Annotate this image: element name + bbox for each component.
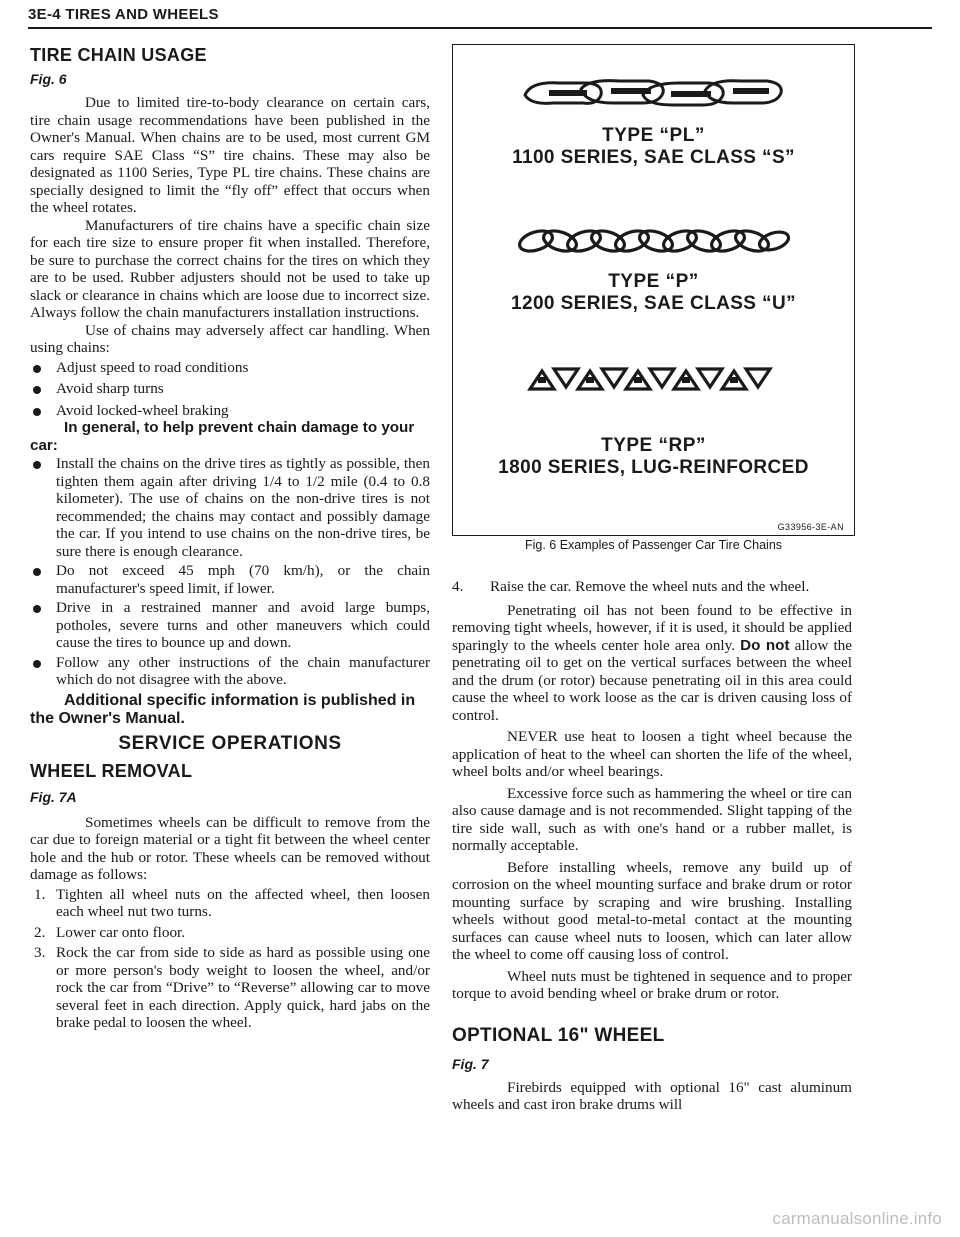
left-column: [30, 44, 430, 1032]
chain-pl-icon: [519, 73, 789, 113]
list-item: Avoid sharp turns: [30, 380, 430, 398]
paragraph: Due to limited tire-to-body clearance on certain cars, tire chain usage recommendations have been published in the Owner's Manual. When chains are to be used, most current GM cars require SAE Class “S” tire chains. These may also be designated as 1100 Series, Type PL tire chains. These chains are specially designed to limit the “fly off” effect that occurs when the wheel rotates.: [30, 94, 430, 216]
page-header: [28, 6, 932, 28]
header-rule: [28, 27, 932, 29]
list-item: 2. Lower car onto floor.: [34, 923, 186, 941]
paragraph: Wheel nuts must be tightened in sequence and to proper torque to avoid bending wheel or brake drum or rotor.: [452, 967, 852, 1002]
list-item: Install the chains on the drive tires as tightly as possible, then tighten them again after driving 1/4 to 1/2 mile (0.4 to 0.8 kilometer). The use of chains on the non-drive tires is not recommended; the chains may contact and possibly damage the car. If you intend to use chains on the non-drive tires, be sure there is enough clearance.: [30, 455, 430, 560]
watermark: carmanualsonline.info: [772, 1209, 942, 1228]
fig-ref-7: Fig. 7: [452, 1055, 489, 1072]
list-item: Adjust speed to road conditions: [30, 359, 430, 377]
bullet-icon: [33, 568, 41, 576]
section-title-service: SERVICE OPERATIONS: [118, 732, 342, 754]
paragraph: Manufacturers of tire chains have a specific chain size for each tire size to ensure proper fit when installed. Therefore, be sure to purchase the correct chains for the tires on which they are to be used. Rubber adjusters should not be used to take up slack or clearance in chains which are loose due to incorrect size. Always follow the chain manufacturers installation instructions.: [30, 216, 430, 321]
list-item: 4. Raise the car. Remove the wheel nuts and the wheel.: [452, 578, 810, 595]
chain-p-icon: [514, 223, 794, 259]
list-item: Do not exceed 45 mph (70 km/h), or the chain manufacturer's speed limit, if lower.: [30, 562, 430, 597]
chain-illustration-p: [453, 223, 854, 259]
numbered-list: [30, 886, 430, 1032]
fig-ref-7a: Fig. 7A: [30, 788, 77, 805]
list-item: 3. Rock the car from side to side as hard as possible using one or more person's body weight to loosen the wheel, and/or rock the car from “Drive” to “Reverse” allowing car to move several feet in each direction. Apply quick, hard jabs on the brake pedal to loosen the wheel.: [34, 944, 430, 1031]
paragraph: Sometimes wheels can be difficult to remove from the car due to foreign material or a tight fit between the wheel center hole and the hub or rotor. These wheels can be removed without damage as follows:: [30, 813, 430, 883]
fig-ref-6: Fig. 6: [30, 71, 67, 87]
bullet-list: [30, 455, 430, 689]
paragraph: Before installing wheels, remove any build up of corrosion on the wheel mounting surface and brake drum or rotor mounting surface by scraping and wire brushing. Installing wheels without good metal-to-metal contact at the mounting surfaces can cause wheel nuts to loosen, which can later allow the wheel to come off causing loss of control.: [452, 858, 852, 963]
bullet-icon: [33, 365, 41, 373]
bullet-icon: [33, 660, 41, 668]
numbered-list: [452, 578, 852, 596]
chain-illustration-rp: [453, 359, 854, 399]
chain-label-p: TYPE “P” 1200 SERIES, SAE CLASS “U”: [511, 271, 796, 314]
section-title-tire-chain: TIRE CHAIN USAGE: [30, 45, 207, 65]
chain-label-rp: TYPE “RP” 1800 SERIES, LUG-REINFORCED: [498, 435, 809, 478]
paragraph: Use of chains may adversely affect car handling. When using chains:: [30, 321, 430, 356]
chain-illustration-pl: [453, 73, 854, 113]
bullet-icon: [33, 605, 41, 613]
paragraph: Firebirds equipped with optional 16" cast aluminum wheels and cast iron brake drums will: [452, 1078, 852, 1113]
chain-label-pl: TYPE “PL” 1100 SERIES, SAE CLASS “S”: [512, 125, 795, 168]
paragraph: Excessive force such as hammering the wheel or tire can also cause damage and is not recommended. Slight tapping of the tire side wall, such as with one's hand or a rubber mallet, is normally acceptable.: [452, 784, 852, 854]
paragraph: Penetrating oil has not been found to be effective in removing tight wheels, however, if it is used, it should be applied sparingly to the wheels center hole area only. Do not allow the penetrating oil to get on the vertical surfaces between the wheel and the drum (or rotor) because penetrating oil in this area could cause the wheel to work loose as the car is driven causing loss of control.: [452, 601, 852, 724]
section-title-optional-wheel: OPTIONAL 16" WHEEL: [452, 1024, 665, 1046]
section-title-wheel-removal: WHEEL REMOVAL: [30, 760, 193, 781]
page-title: 3E-4 TIRES AND WHEELS: [28, 6, 219, 23]
figure-code: G33956-3E-AN: [777, 522, 844, 532]
bullet-icon: [33, 386, 41, 394]
list-item: Follow any other instructions of the chain manufacturer which do not disagree with the above.: [30, 654, 430, 689]
right-column: [452, 578, 852, 1114]
general-note: In general, to help prevent chain damage to your car:: [30, 419, 415, 454]
paragraph: NEVER use heat to loosen a tight wheel because the application of heat to the wheel can shorten the life of the wheel, wheel bolts and/or wheel bearings.: [452, 728, 852, 780]
list-item: Avoid locked-wheel braking: [30, 402, 430, 420]
bullet-list: [30, 359, 430, 420]
chain-rp-icon: [524, 359, 784, 399]
bullet-icon: [33, 408, 41, 416]
figure-caption: Fig. 6 Examples of Passenger Car Tire Chains: [524, 538, 783, 552]
list-item: 1. Tighten all wheel nuts on the affected wheel, then loosen each wheel nut two turns.: [34, 885, 430, 920]
figure-tire-chains: [452, 44, 855, 536]
additional-note: Additional specific information is published in the Owner's Manual.: [30, 691, 416, 727]
list-item: Drive in a restrained manner and avoid large bumps, potholes, severe turns and other maneuvers which could cause the tires to bounce up and down.: [30, 599, 430, 652]
bullet-icon: [33, 461, 41, 469]
